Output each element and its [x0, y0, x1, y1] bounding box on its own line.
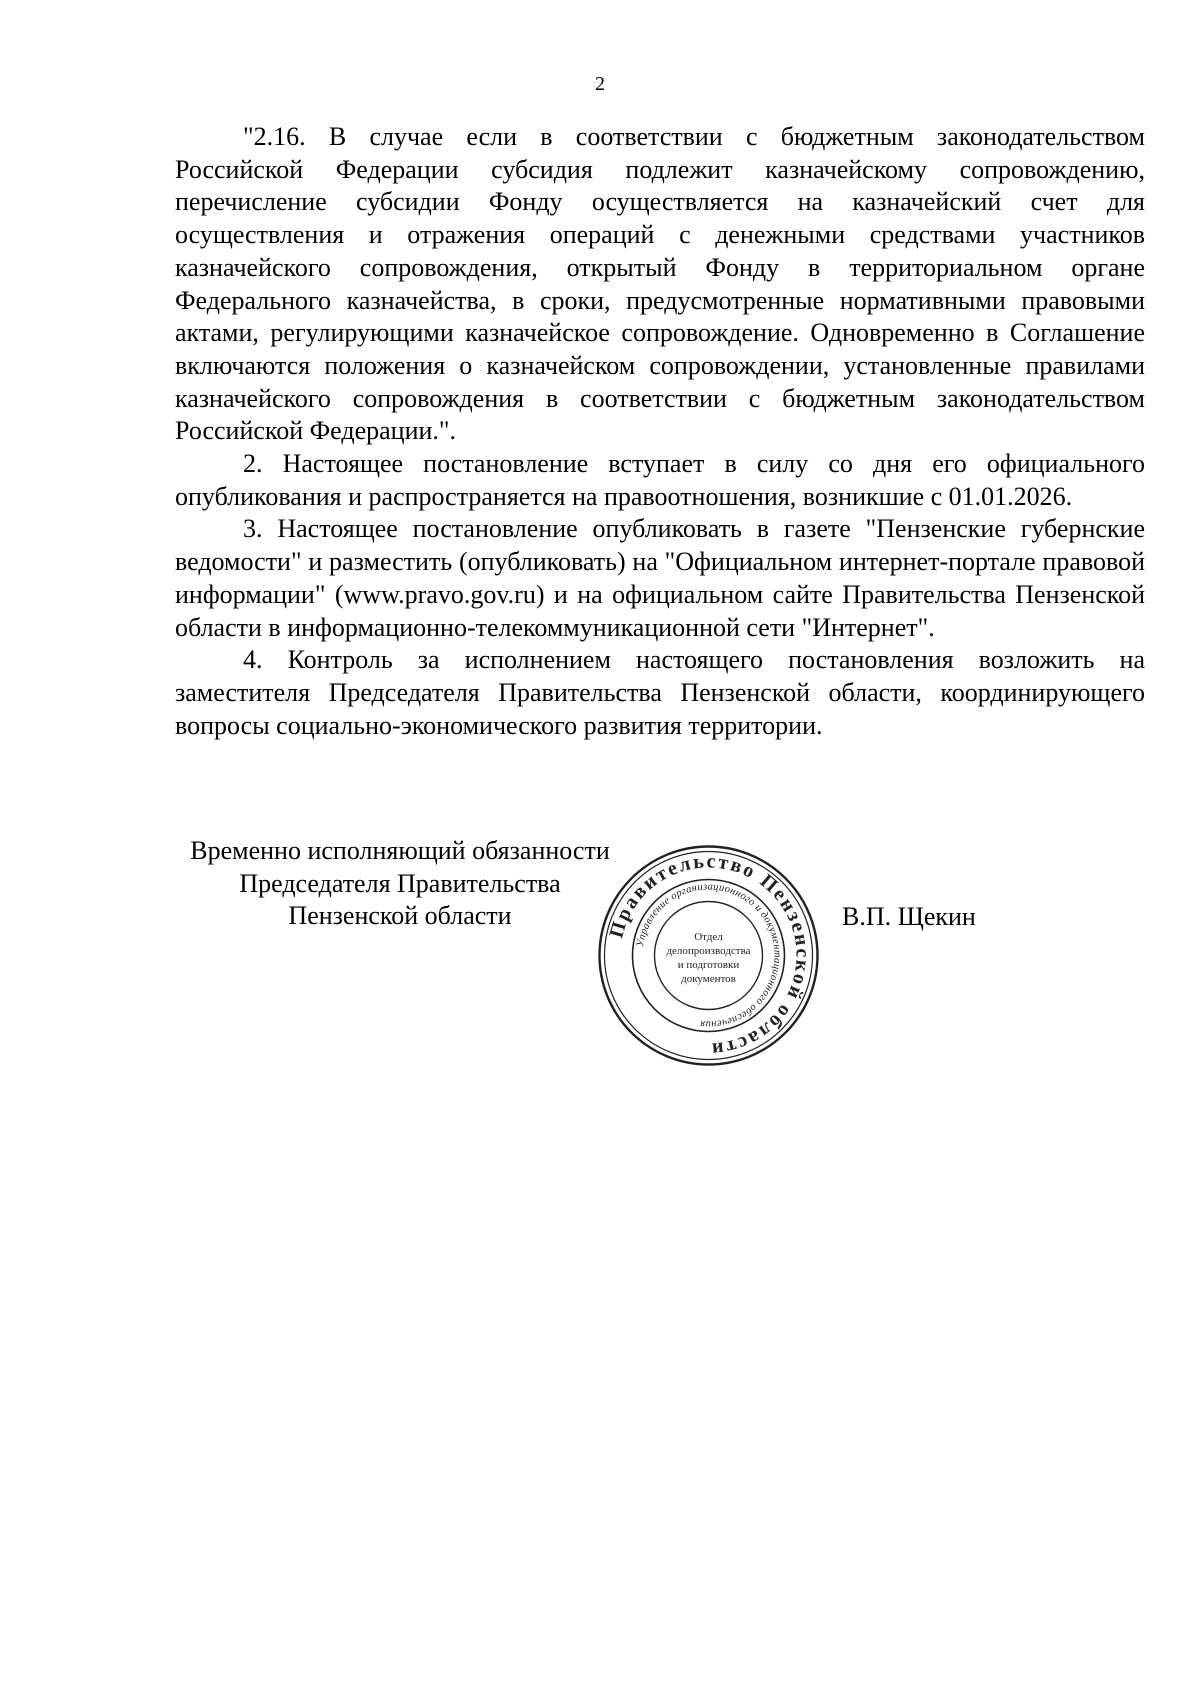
paragraph-2-16: "2.16. В случае если в соответствии с бюджетным законодательством Российской Федерации субсидия подлежит казначейскому сопровождению, перечисление субсидии Фонду осуществляется на казначейский счет для осуществления и отражения операций с денежными средствами участников казначейского сопровождения, открытый Фонду в территориальном органе Федерального казначейства, в сроки, предусмотренные нормативными правовыми актами, регулирующими казначейское сопровождение. Одновременно в Соглашение включаются положения о казначейском сопровождении, установленные правилами казначейского сопровождения в соответствии с бюджетным законодательством Российской Федерации.".	[175, 122, 1145, 446]
stamp-center-line: делопроизводства	[666, 945, 751, 957]
seal-icon	[596, 843, 821, 1068]
page-number: 2	[595, 73, 605, 95]
signatory-position-line: Пензенской области	[288, 901, 512, 931]
signatory-position	[150, 835, 650, 933]
stamp-outer-ring-text: Правительство Пензенской области	[605, 850, 814, 1061]
stamp-center-line: документов	[681, 973, 736, 985]
official-seal-stamp	[596, 843, 821, 1068]
stamp-center-line: Отдел	[694, 931, 723, 943]
stamp-center-line: и подготовки	[677, 959, 740, 971]
paragraph-2: 2. Настоящее постановление вступает в силу со дня его официального опубликования и распространяется на правоотношения, возникшие с 01.01.2026.	[175, 449, 1145, 511]
signatory-position-line: Председателя Правительства	[239, 868, 561, 898]
stamp-inner-ring-text: Управление организационного и документационного обеспечения	[635, 881, 783, 1030]
paragraph-4: 4. Контроль за исполнением настоящего постановления возложить на заместителя Председателя Правительства Пензенской области, координирующего вопросы социально-экономического развития территории.	[175, 645, 1145, 740]
paragraph-3: 3. Настоящее постановление опубликовать в газете "Пензенские губернские ведомости" и разместить (опубликовать) на "Официальном интернет-портале правовой информации" (www.pravo.gov.ru) и на официальном сайте Правительства Пензенской области в информационно-телекоммуникационной сети "Интернет".	[175, 514, 1145, 642]
document-body	[175, 121, 1145, 742]
signatory-name: В.П. Щекин	[842, 902, 976, 931]
signatory-position-line: Временно исполняющий обязанности	[190, 836, 610, 865]
